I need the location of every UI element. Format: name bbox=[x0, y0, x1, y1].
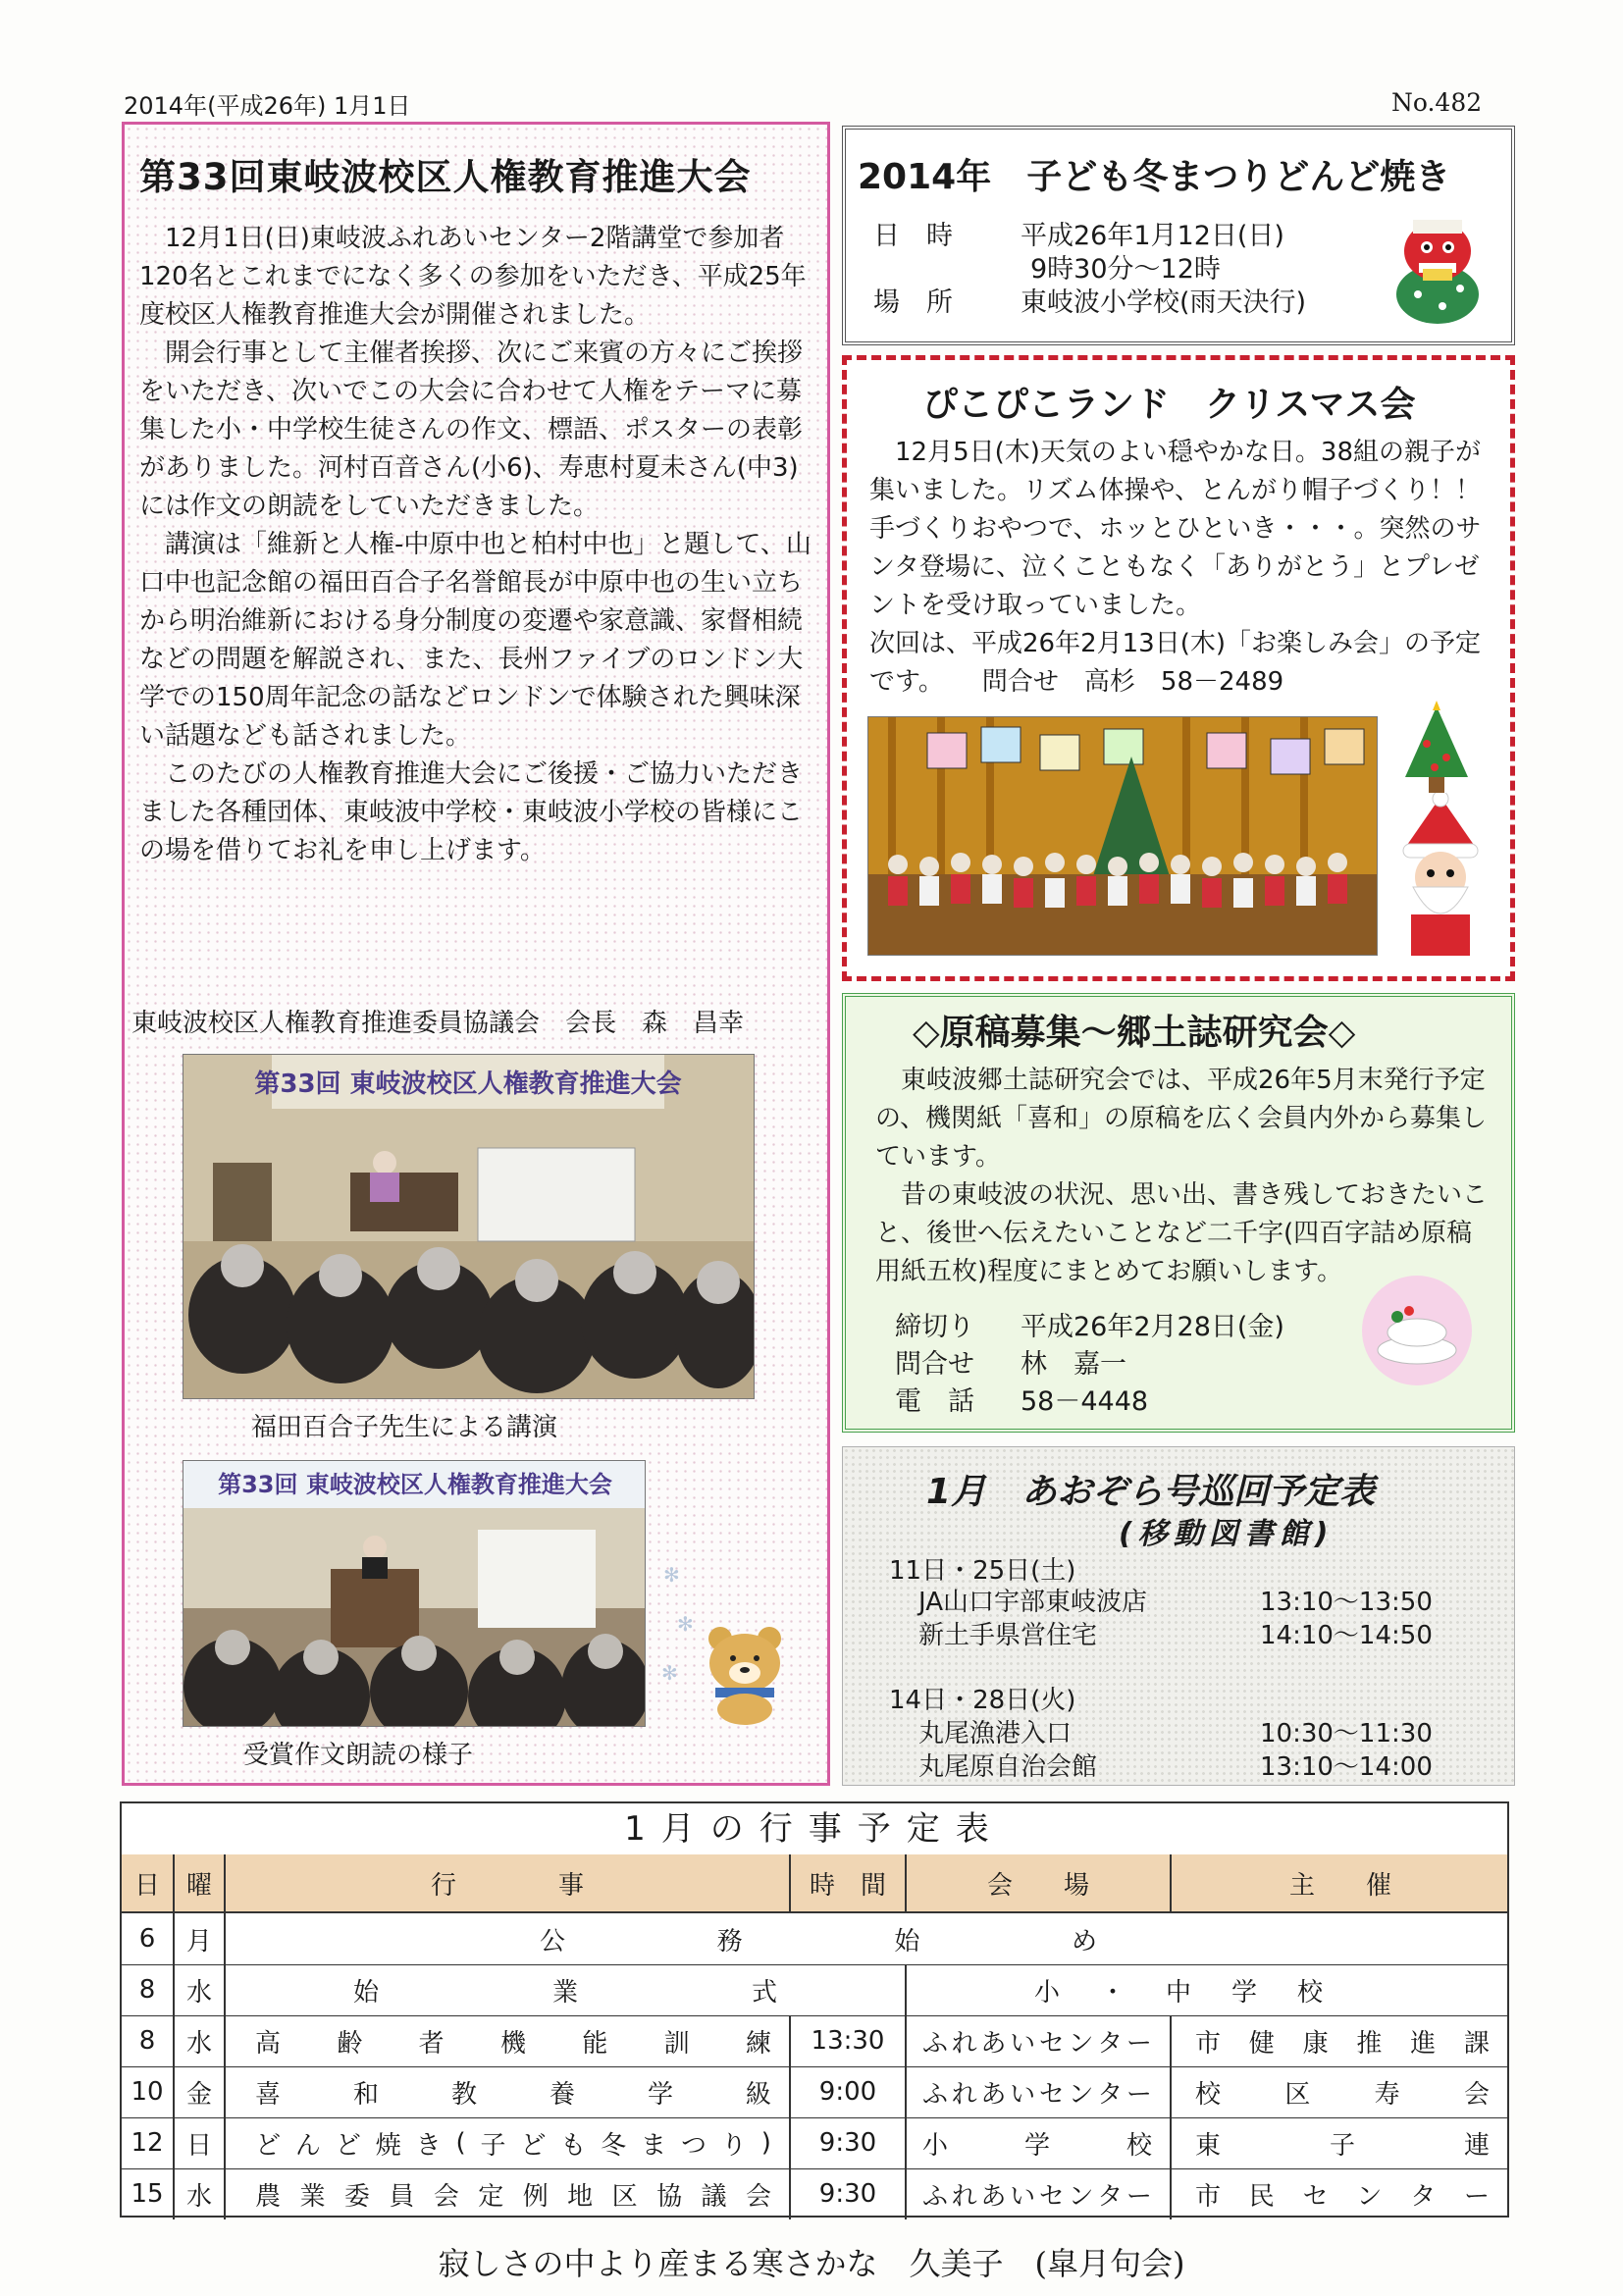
genko-title: ◇原稿募集～郷土誌研究会◇ bbox=[913, 1013, 1356, 1053]
fest-place-label: 場 所 bbox=[873, 287, 953, 318]
event-venue: 小 ・ 中 学 校 bbox=[905, 1964, 1509, 2015]
xmas-paragraph: 12月5日(木)天気のよい穏やかな日。38組の親子が集いました。リズム体操や、とんがり帽子づくり！！手づくりおやつで、ホッとひといき・・・。突然のサンタ登場に、泣くこともなく「ありがとう」とプレゼントを受け取っていました。 bbox=[869, 438, 1482, 620]
header-cell-time: 時 間 bbox=[789, 1854, 905, 1911]
issue-number: No.482 bbox=[1391, 88, 1483, 117]
event-day: 8 bbox=[138, 2026, 156, 2056]
event-host: 市 民 セ ン タ ー bbox=[1170, 2168, 1509, 2219]
events-row bbox=[122, 2015, 1507, 2067]
events-title: 1月の行事予定表 bbox=[122, 1803, 1507, 1856]
jinken-body bbox=[139, 220, 816, 870]
event-name: 始 業 式 bbox=[224, 1964, 905, 2015]
christmas-tree-icon bbox=[1395, 701, 1478, 799]
jinken-signature: 東岐波校区人権教育推進委員協議会 会長 森 昌幸 bbox=[131, 1009, 745, 1038]
header-cell-event: 行 事 bbox=[224, 1854, 789, 1911]
header-cell-dow: 曜 bbox=[173, 1854, 224, 1911]
event-time: 9:30 bbox=[789, 2117, 905, 2168]
genko-contact-label: 問合せ bbox=[895, 1349, 974, 1380]
event-weekday: 水 bbox=[173, 2015, 224, 2066]
events-header-row bbox=[122, 1854, 1507, 1913]
santa-claus-icon bbox=[1386, 793, 1495, 964]
event-name: ど ん ど 焼 き ( 子 ど も 冬 ま つ り ) bbox=[224, 2117, 789, 2168]
header-cell-host: 主 催 bbox=[1170, 1854, 1509, 1911]
library-stop-place: 丸尾漁港入口 bbox=[918, 1719, 1073, 1748]
events-row bbox=[122, 1964, 1507, 2016]
library-date: 11日・25日(土) bbox=[889, 1556, 1076, 1586]
shishimai-mascot-icon bbox=[1384, 208, 1492, 334]
jinken-paragraph: このたびの人権教育推進大会にご後援・ご協力いただきました各種団体、東岐波中学校・東岐波小学校の皆様にこの場を借りてお礼を申し上げます。 bbox=[139, 759, 804, 865]
library-stop-time: 13:10～14:00 bbox=[1260, 1752, 1433, 1782]
event-host: 市 健 康 推 進 課 bbox=[1170, 2015, 1509, 2066]
event-weekday: 日 bbox=[173, 2117, 224, 2168]
genko-phone-label: 電 話 bbox=[895, 1386, 974, 1417]
genko-paragraph: 昔の東岐波の状況、思い出、書き残しておきたいこと、後世へ伝えたいことなど二千字(四百字詰め原稿用紙五枚)程度にまとめてお願いします。 bbox=[875, 1180, 1489, 1286]
event-name: 喜 和 教 養 学 級 bbox=[224, 2066, 789, 2117]
recital-banner: 第33回 東岐波校区人権教育推進大会 bbox=[218, 1471, 612, 1498]
event-venue: 小 学 校 bbox=[905, 2117, 1170, 2168]
recital-photo-caption: 受賞作文朗読の様子 bbox=[243, 1741, 474, 1770]
xmas-title: ぴこぴこランド クリスマス会 bbox=[922, 385, 1416, 425]
event-name: 農 業 委 員 会 定 例 地 区 協 議 会 bbox=[224, 2168, 789, 2219]
event-weekday: 水 bbox=[173, 2168, 224, 2219]
library-stop-time: 13:10～13:50 bbox=[1260, 1588, 1433, 1617]
event-weekday: 水 bbox=[173, 1964, 224, 2015]
events-row bbox=[122, 1913, 1507, 1965]
xmas-body bbox=[869, 434, 1497, 702]
library-stop-time: 10:30～11:30 bbox=[1260, 1719, 1433, 1748]
event-day: 6 bbox=[138, 1924, 156, 1954]
library-title: 1月 あおぞら号巡回予定表 bbox=[926, 1472, 1376, 1512]
event-day: 8 bbox=[138, 1975, 156, 2005]
fest-title: 2014年 子ども冬まつりどんど焼き bbox=[858, 157, 1451, 197]
fest-place-value: 東岐波小学校(雨天決行) bbox=[1021, 287, 1307, 318]
event-host: 東 子 連 bbox=[1170, 2117, 1509, 2168]
event-venue: ふ れ あ い セ ン タ ー bbox=[905, 2066, 1170, 2117]
events-row bbox=[122, 2066, 1507, 2118]
header-cell-day: 日 bbox=[133, 1870, 160, 1901]
event-time: 13:30 bbox=[789, 2015, 905, 2066]
fest-date-value: 平成26年1月12日(日) bbox=[1021, 221, 1284, 251]
events-row bbox=[122, 2168, 1507, 2219]
issue-date: 2014年(平成26年) 1月1日 bbox=[124, 92, 411, 120]
lecture-banner: 第33回 東岐波校区人権教育推進大会 bbox=[254, 1070, 682, 1099]
genko-body bbox=[875, 1062, 1493, 1291]
recital-photo bbox=[183, 1460, 646, 1727]
event-name: 公 務 始 め bbox=[224, 1913, 1509, 1964]
header-cell-venue: 会 場 bbox=[905, 1854, 1170, 1911]
library-date: 14日・28日(火) bbox=[889, 1686, 1076, 1715]
events-row bbox=[122, 2117, 1507, 2169]
haiku: 寂しさの中より産まる寒さかな 久美子 (皐月句会) bbox=[438, 2245, 1185, 2282]
event-weekday: 月 bbox=[173, 1913, 224, 1964]
svg-text:✻: ✻ bbox=[663, 1563, 680, 1587]
jinken-paragraph: 開会行事として主催者挨拶、次にご来賓の方々にご挨拶をいただき、次いでこの大会に合わせて人権をテーマに募集した小・中学校生徒さんの作文、標語、ポスターの表彰がありました。河村百音さん(小6)、寿恵村夏未さん(中3)には作文の朗読をしていただきました。 bbox=[139, 339, 804, 521]
genko-phone-value: 58－4448 bbox=[1021, 1386, 1149, 1417]
event-host: 校 区 寿 会 bbox=[1170, 2066, 1509, 2117]
jinken-paragraph: 講演は「維新と人権-中原中也と柏村中也」と題して、山口中也記念館の福田百合子名誉館長が中原中也の生い立ちから明治維新における身分制度の変遷や家意識、家督相続などの問題を解説され、また、長州ファイブのロンドン大学での150周年記念の話などロンドンで体験された興味深い話題なども話されました。 bbox=[139, 530, 812, 751]
fest-time-value: 9時30分～12時 bbox=[1030, 254, 1221, 285]
fest-datetime-label: 日 時 bbox=[873, 221, 953, 251]
event-venue: ふ れ あ い セ ン タ ー bbox=[905, 2168, 1170, 2219]
lecture-photo bbox=[183, 1054, 755, 1399]
genko-deadline-value: 平成26年2月28日(金) bbox=[1021, 1312, 1284, 1342]
event-day: 10 bbox=[131, 2077, 164, 2107]
library-stop-place: JA山口宇部東岐波店 bbox=[918, 1588, 1147, 1617]
jinken-title: 第33回東岐波校区人権教育推進大会 bbox=[139, 156, 752, 198]
jinken-paragraph: 12月1日(日)東岐波ふれあいセンター2階講堂で参加者120名とこれまでになく多くの参加をいただき、平成25年度校区人権教育推進大会が開催されました。 bbox=[139, 224, 807, 330]
event-day: 15 bbox=[131, 2179, 164, 2209]
genko-deadline-label: 締切り bbox=[895, 1312, 974, 1342]
event-time: 9:00 bbox=[789, 2066, 905, 2117]
svg-text:✻: ✻ bbox=[677, 1612, 694, 1636]
events-table bbox=[120, 1801, 1509, 2218]
event-time: 9:30 bbox=[789, 2168, 905, 2219]
event-weekday: 金 bbox=[173, 2066, 224, 2117]
bear-mascot-icon bbox=[691, 1619, 799, 1731]
library-stop-place: 丸尾原自治会館 bbox=[918, 1752, 1098, 1782]
xmas-party-photo bbox=[867, 716, 1378, 956]
lecture-photo-caption: 福田百合子先生による講演 bbox=[251, 1413, 558, 1442]
xmas-paragraph: 次回は、平成26年2月13日(木)「お楽しみ会」の予定です。 問合せ 高杉 58－2489 bbox=[869, 629, 1481, 697]
genko-contact-value: 林 嘉一 bbox=[1021, 1349, 1126, 1380]
library-stop-time: 14:10～14:50 bbox=[1260, 1621, 1433, 1650]
event-name: 高 齢 者 機 能 訓 練 bbox=[224, 2015, 789, 2066]
svg-text:✻: ✻ bbox=[661, 1661, 678, 1685]
genko-paragraph: 東岐波郷土誌研究会では、平成26年5月末発行予定の、機関紙「喜和」の原稿を広く会員内外から募集しています。 bbox=[875, 1066, 1487, 1172]
library-subtitle: (移動図書館) bbox=[1119, 1517, 1335, 1551]
kagami-mochi-icon bbox=[1358, 1272, 1476, 1393]
event-day: 12 bbox=[131, 2128, 164, 2158]
library-stop-place: 新土手県営住宅 bbox=[918, 1621, 1098, 1650]
event-venue: ふ れ あ い セ ン タ ー bbox=[905, 2015, 1170, 2066]
